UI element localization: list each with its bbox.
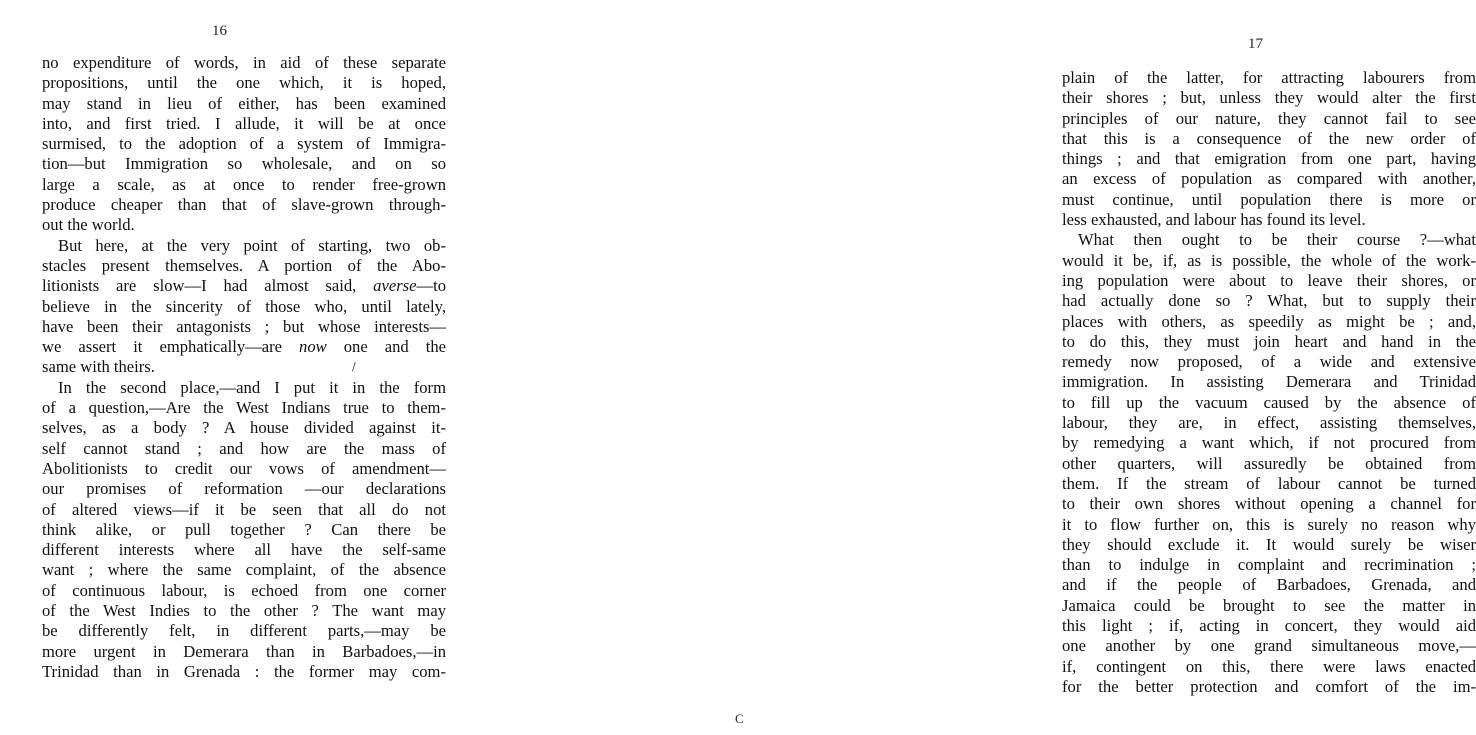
text-line: believe in the sincerity of those who, until lately,	[42, 296, 446, 316]
text-line: this light ; if, acting in concert, they would aid	[1062, 616, 1476, 636]
text-line: plain of the latter, for attracting labourers from	[1062, 68, 1476, 87]
text-line: they should exclude it. It would surely be wiser	[1062, 534, 1476, 554]
text-line: want ; where the same complaint, of the absence	[42, 560, 446, 580]
text-line: same with theirs.	[42, 357, 155, 377]
text-line: an excess of population as compared with another,	[1062, 169, 1476, 189]
text-line: no expenditure of words, in aid of these separate	[42, 53, 446, 72]
text-line: of the West Indies to the other ? The want may	[42, 601, 446, 621]
text-line: other quarters, will assuredly be obtained from	[1062, 453, 1476, 473]
text-line: labour, they are, in effect, assisting themselves,	[1062, 413, 1476, 433]
text-line: remedy now proposed, of a wide and extensive	[1062, 352, 1476, 372]
text-line: stacles present themselves. A portion of the Abo-	[42, 255, 446, 275]
left-page-number: 16	[212, 23, 227, 39]
text-line: be differently felt, in different parts,—may be	[42, 621, 446, 641]
left-page-text	[42, 53, 446, 682]
right-page-text	[1062, 68, 1476, 697]
text-line: different interests where all have the self-same	[42, 540, 446, 560]
text-line: things ; and that emigration from one part, having	[1062, 149, 1476, 169]
text-line: if, contingent on this, there were laws enacted	[1062, 656, 1476, 676]
text-line: produce cheaper than that of slave-grown through-	[42, 195, 446, 215]
text-line: Abolitionists to credit our vows of amendment—	[42, 458, 446, 478]
text-line: we assert it emphatically—are now one and the	[42, 337, 446, 357]
text-line: ing population were about to leave their shores, or	[1062, 270, 1476, 290]
text-line: them. If the stream of labour cannot be turned	[1062, 473, 1476, 493]
text-line: for the better protection and comfort of the im-	[1062, 676, 1476, 696]
text-line: of continuous labour, is echoed from one corner	[42, 580, 446, 600]
text-line: What then ought to be their course ?—what	[1078, 230, 1476, 250]
text-line: to their own shores without opening a channel for	[1062, 494, 1476, 514]
text-line: selves, as a body ? A house divided against it-	[42, 418, 446, 438]
text-line: must continue, until population there is more or	[1062, 189, 1476, 209]
text-line: self cannot stand ; and how are the mass of	[42, 438, 446, 458]
text-line: think alike, or pull together ? Can there be	[42, 519, 446, 539]
text-line: principles of our nature, they cannot fail to see	[1062, 108, 1476, 128]
text-line: surmised, to the adoption of a system of Immigra-	[42, 134, 446, 154]
text-line: litionists are slow—I had almost said, averse—to	[42, 276, 446, 296]
text-line: propositions, until the one which, it is hoped,	[42, 73, 446, 93]
right-page-number: 17	[1248, 36, 1263, 52]
text-line: have been their antagonists ; but whose interests—	[42, 316, 446, 336]
text-line: to fill up the vacuum caused by the absence of	[1062, 392, 1476, 412]
text-line: may stand in lieu of either, has been examined	[42, 93, 446, 113]
text-line: to do this, they must join heart and hand in the	[1062, 331, 1476, 351]
text-line: than to indulge in complaint and recrimination ;	[1062, 555, 1476, 575]
text-line: into, and first tried. I allude, it will be at once	[42, 113, 446, 133]
text-line: less exhausted, and labour has found its level.	[1062, 210, 1366, 230]
text-line: In the second place,—and I put it in the form	[58, 377, 446, 397]
text-line: But here, at the very point of starting, two ob-	[58, 235, 446, 255]
text-line: and if the people of Barbadoes, Grenada, and	[1062, 575, 1476, 595]
text-line: that this is a consequence of the new order of	[1062, 128, 1476, 148]
text-line: Trinidad than in Grenada : the former may com-	[42, 661, 446, 681]
text-line: would it be, if, as is possible, the whole of the work-	[1062, 250, 1476, 270]
text-line: it to flow further on, this is surely no reason why	[1062, 514, 1476, 534]
text-line: places with others, as speedily as might be ; and,	[1062, 311, 1476, 331]
text-line: tion—but Immigration so wholesale, and on so	[42, 154, 446, 174]
text-line: of a question,—Are the West Indians true to them-	[42, 398, 446, 418]
text-line: out the world.	[42, 215, 135, 235]
text-line: had actually done so ? What, but to supply their	[1062, 291, 1476, 311]
text-line: large a scale, as at once to render free-grown	[42, 174, 446, 194]
print-speck: /	[352, 360, 356, 373]
text-line: our promises of reformation —our declarations	[42, 479, 446, 499]
text-line: Jamaica could be brought to see the matter in	[1062, 595, 1476, 615]
text-line: immigration. In assisting Demerara and Trinidad	[1062, 372, 1476, 392]
text-line: of altered views—if it be seen that all do not	[42, 499, 446, 519]
text-line: their shores ; but, unless they would alter the first	[1062, 88, 1476, 108]
text-line: more urgent in Demerara than in Barbadoes,—in	[42, 641, 446, 661]
text-line: by remedying a want which, if not procured from	[1062, 433, 1476, 453]
text-line: one another by one grand simultaneous move,—	[1062, 636, 1476, 656]
signature-mark: C	[735, 711, 744, 726]
